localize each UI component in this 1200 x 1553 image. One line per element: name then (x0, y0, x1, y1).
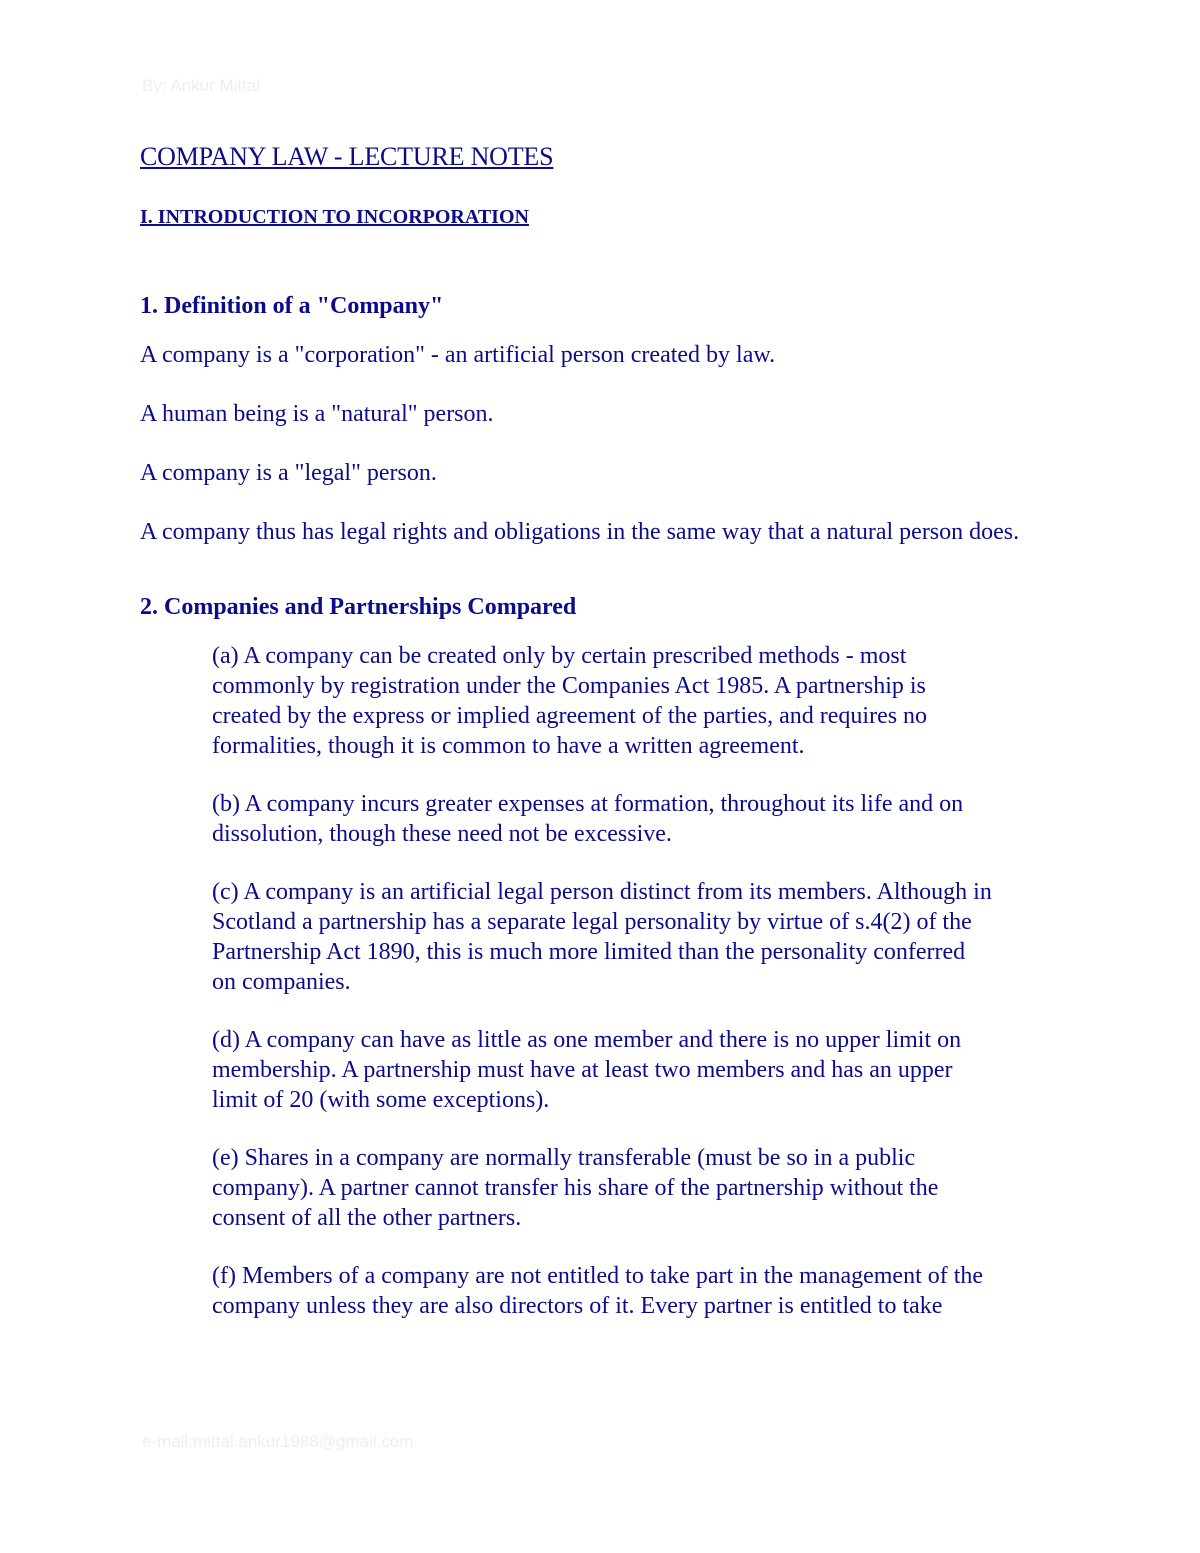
definition-heading: 1. Definition of a "Company" (140, 293, 444, 319)
comparison-item: (e) Shares in a company are normally transferable (must be so in a public company). A partner cannot transfer his share of the partnership without the consent of all the other partners. (212, 1145, 939, 1231)
comparison-item: (d) A company can have as little as one member and there is no upper limit on membership. A partnership must have at least two members and has an upper limit of 20 (with some exceptions). (212, 1027, 962, 1113)
email-watermark: e-mail:mittal.ankur1988@gmail.com (142, 1432, 414, 1451)
comparison-item: (b) A company incurs greater expenses at formation, throughout its life and on dissolution, though these need not be excessive. (212, 791, 964, 847)
comparison-heading: 2. Companies and Partnerships Compared (140, 594, 577, 620)
document-title: COMPANY LAW - LECTURE NOTES (140, 142, 554, 171)
definition-paragraph: A human being is a "natural" person. (140, 401, 494, 427)
comparison-list (140, 641, 992, 1321)
author-watermark: By: Ankur Mittal (142, 76, 261, 95)
document-body (140, 140, 1070, 1349)
definition-paragraph: A company thus has legal rights and obligations in the same way that a natural person does. (140, 519, 1020, 545)
comparison-item: (a) A company can be created only by certain prescribed methods - most commonly by registration under the Companies Act 1985. A partnership is created by the express or implied agreement of the parties, and requires no formalities, though it is common to have a written agreement. (212, 643, 928, 759)
definition-paragraph: A company is a "corporation" - an artificial person created by law. (140, 342, 776, 368)
comparison-item: (c) A company is an artificial legal person distinct from its members. Although in Scotland a partnership has a separate legal personality by virtue of s.4(2) of the Partnership Act 1890, this is much more limited than the personality conferred on companies. (212, 879, 992, 995)
definition-paragraph: A company is a "legal" person. (140, 460, 437, 486)
comparison-item: (f) Members of a company are not entitled to take part in the management of the company unless they are also directors of it. Every partner is entitled to take (212, 1263, 984, 1319)
section-heading: I. INTRODUCTION TO INCORPORATION (140, 206, 529, 228)
